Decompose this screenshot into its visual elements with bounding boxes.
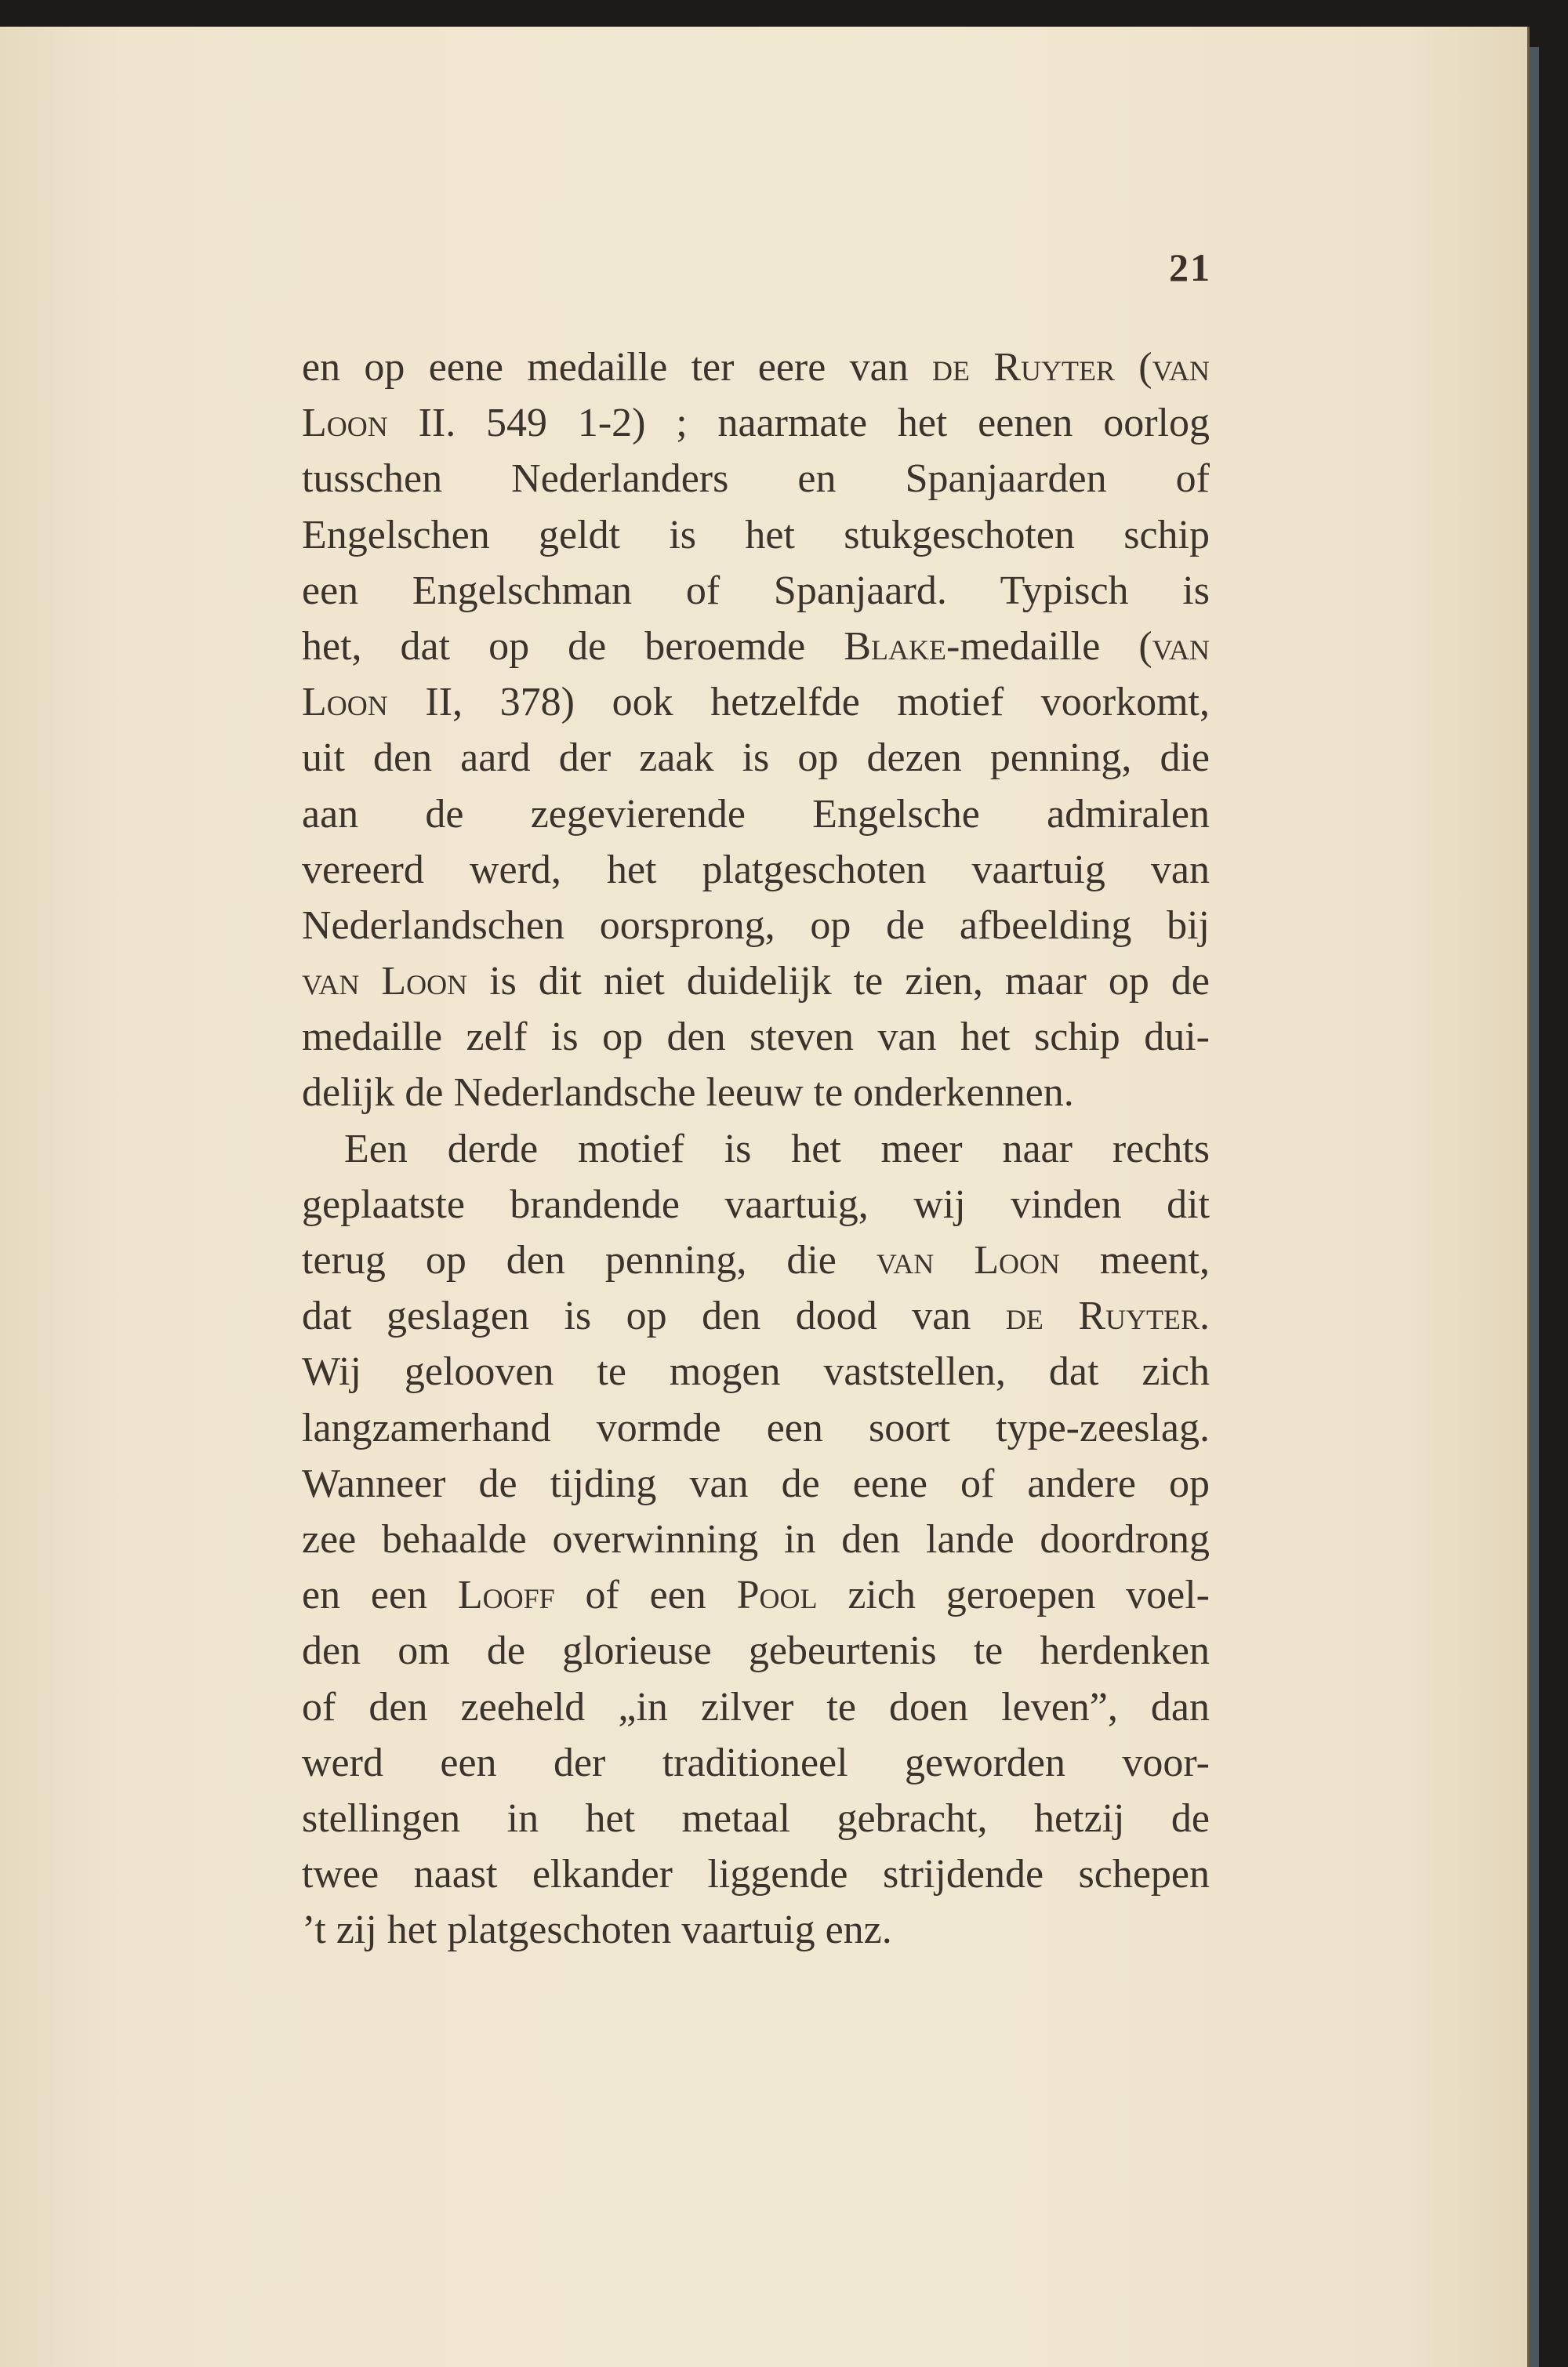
text-line bbox=[302, 1288, 1210, 1344]
text-line bbox=[302, 953, 1210, 1009]
text-segment: het, dat op de beroemde bbox=[302, 623, 844, 669]
text-segment: of een bbox=[554, 1573, 737, 1618]
text-segment: Engelschen geldt is het stukgeschoten schip bbox=[302, 512, 1210, 557]
text-line bbox=[302, 1623, 1210, 1679]
text-segment: tusschen Nederlanders en Spanjaarden of bbox=[302, 456, 1210, 502]
text-line bbox=[302, 1400, 1210, 1456]
text-line bbox=[302, 1846, 1210, 1902]
text-line bbox=[302, 339, 1210, 395]
text-segment: II. 549 1-2) ; naarmate het eenen oorlog bbox=[387, 401, 1210, 446]
text-segment: een Engelschman of Spanjaard. Typisch is bbox=[302, 568, 1210, 613]
text-line bbox=[302, 1121, 1210, 1177]
text-line bbox=[302, 1679, 1210, 1735]
text-line bbox=[302, 1902, 1210, 1958]
small-caps-name: van Loon bbox=[876, 1238, 1060, 1283]
small-caps-name: van bbox=[1152, 345, 1210, 390]
small-caps-name: de Ruyter bbox=[932, 345, 1115, 390]
text-line bbox=[302, 1735, 1210, 1791]
text-segment: medaille zelf is op den steven van het schip dui- bbox=[302, 1015, 1210, 1060]
text-segment: langzamerhand vormde een soort type-zeeslag. bbox=[302, 1405, 1210, 1450]
text-segment: geplaatste brandende vaartuig, wij vinden dit bbox=[302, 1182, 1210, 1227]
text-segment: meent, bbox=[1059, 1238, 1210, 1283]
page-number: 21 bbox=[1169, 245, 1211, 289]
text-line bbox=[302, 619, 1210, 674]
text-segment: Een derde motief is het meer naar rechts bbox=[344, 1126, 1210, 1171]
small-caps-name: Loon bbox=[302, 401, 388, 446]
text-segment: Wij gelooven te mogen vaststellen, dat zich bbox=[302, 1349, 1210, 1395]
text-line bbox=[302, 1065, 1210, 1120]
text-line bbox=[302, 842, 1210, 898]
text-segment: uit den aard der zaak is op dezen penning, die bbox=[302, 735, 1210, 781]
text-segment: werd een der traditioneel geworden voor- bbox=[302, 1740, 1210, 1785]
text-segment: of den zeeheld „in zilver te doen leven”, dan bbox=[302, 1684, 1210, 1730]
text-line bbox=[302, 451, 1210, 506]
text-line bbox=[302, 1009, 1210, 1065]
text-segment: Wanneer de tijding van de eene of andere op bbox=[302, 1461, 1210, 1506]
text-segment: terug op den penning, die bbox=[302, 1238, 877, 1283]
text-segment: den om de glorieuse gebeurtenis te herdenken bbox=[302, 1628, 1210, 1674]
text-line bbox=[302, 1344, 1210, 1400]
text-segment: . bbox=[1200, 1294, 1210, 1339]
text-segment: -medaille ( bbox=[946, 623, 1152, 669]
text-segment: stellingen in het metaal gebracht, hetzij de bbox=[302, 1795, 1210, 1841]
text-line bbox=[302, 1177, 1210, 1233]
text-line bbox=[302, 507, 1210, 563]
text-segment: vereerd werd, het platgeschoten vaartuig van bbox=[302, 847, 1210, 892]
text-line bbox=[302, 898, 1210, 953]
text-segment: zich geroepen voel- bbox=[817, 1573, 1210, 1618]
small-caps-name: Loon bbox=[302, 680, 388, 725]
book-cover-edge bbox=[1530, 47, 1539, 2367]
text-line bbox=[302, 674, 1210, 730]
text-line bbox=[302, 1567, 1210, 1623]
text-line bbox=[302, 1456, 1210, 1512]
small-caps-name: Pool bbox=[736, 1573, 818, 1618]
small-caps-name: van Loon bbox=[302, 959, 468, 1004]
small-caps-name: van bbox=[1152, 623, 1210, 669]
text-segment: zee behaalde overwinning in den lande doordrong bbox=[302, 1516, 1210, 1562]
text-segment: dat geslagen is op den dood van bbox=[302, 1294, 1006, 1339]
text-segment: twee naast elkander liggende strijdende schepen bbox=[302, 1852, 1210, 1897]
text-segment: aan de zegevierende Engelsche admiralen bbox=[302, 791, 1210, 837]
small-caps-name: Blake bbox=[844, 623, 946, 669]
text-segment: is dit niet duidelijk te zien, maar op de bbox=[467, 959, 1210, 1004]
text-segment: en op eene medaille ter eere van bbox=[302, 345, 933, 390]
text-line bbox=[302, 730, 1210, 786]
text-line bbox=[302, 1233, 1210, 1288]
text-segment: ( bbox=[1115, 345, 1152, 390]
text-segment: II, 378) ook hetzelfde motief voorkomt, bbox=[387, 680, 1210, 725]
text-line bbox=[302, 395, 1210, 451]
text-segment: delijk de Nederlandsche leeuw te onderkennen. bbox=[302, 1070, 1074, 1116]
small-caps-name: Looff bbox=[457, 1573, 555, 1618]
text-line bbox=[302, 563, 1210, 619]
text-segment: Nederlandschen oorsprong, op de afbeelding bij bbox=[302, 902, 1210, 948]
small-caps-name: de Ruyter bbox=[1005, 1294, 1200, 1339]
text-segment: en een bbox=[302, 1573, 458, 1618]
text-line bbox=[302, 1512, 1210, 1567]
text-segment: ’t zij het platgeschoten vaartuig enz. bbox=[302, 1908, 892, 1953]
text-line bbox=[302, 1791, 1210, 1846]
text-line bbox=[302, 786, 1210, 842]
body-text bbox=[302, 339, 1210, 1958]
